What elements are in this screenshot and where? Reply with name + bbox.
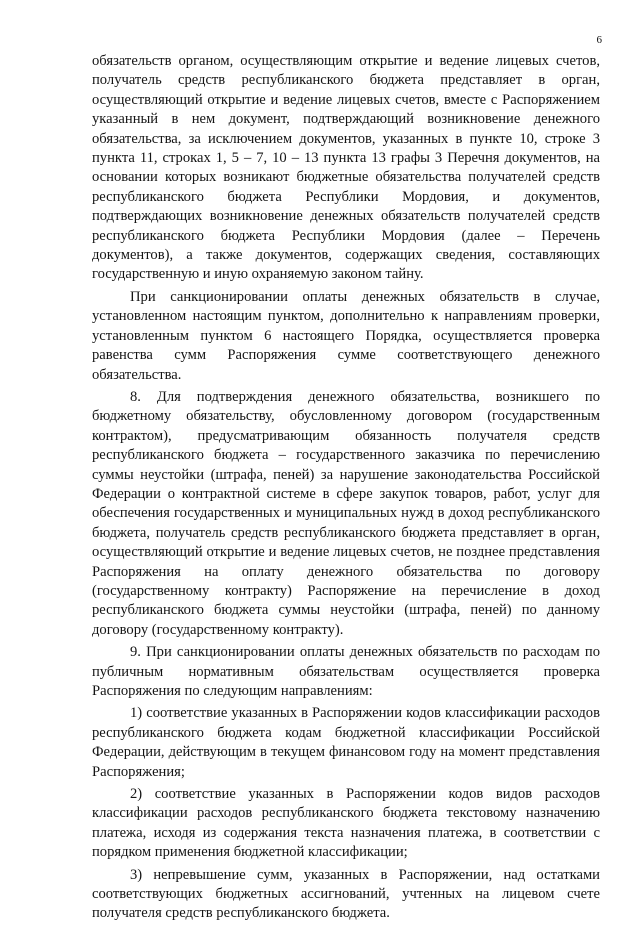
paragraph-subitem-1: 1) соответствие указанных в Распоряжении кодов классификации расходов республиканского бюджета кодам бюджетной классификации Российской Федерации, действующим в текущем финансовом году на момент представления Распоряжения; [92, 705, 600, 780]
document-body [92, 52, 600, 927]
paragraph-item-8: 8. Для подтверждения денежного обязательства, возникшего по бюджетному обязательству, обусловленному договором (государственным контрактом), предусматривающим обязанность получателя средств республиканского бюджета – государственного заказчика по перечислению суммы неустойки (штрафа, пеней) за нарушение законодательства Российской Федерации о контрактной системе в сфере закупок товаров, работ, услуг для обеспечения государственных и муниципальных нужд в доход республиканского бюджета, получатель средств республиканского бюджета представляет в орган, осуществляющий открытие и ведение лицевых счетов, не позднее представления Распоряжения на оплату денежного обязательства по договору (государственному контракту) Распоряжение на перечисление в доход республиканского бюджета суммы неустойки (штрафа, пеней) по данному договору (государственному контракту). [92, 388, 600, 638]
paragraph-continuation: обязательств органом, осуществляющим открытие и ведение лицевых счетов, получатель средств республиканского бюджета представляет в орган, осуществляющий открытие и ведение лицевых счетов, вместе с Распоряжением указанный в нем документ, подтверждающий возникновение денежного обязательства, за исключением документов, указанных в пункте 10, строке 3 пункта 11, строках 1, 5 – 7, 10 – 13 пункта 13 графы 3 Перечня документов, на основании которых возникают бюджетные обязательства получателей средств республиканского бюджета Республики Мордовия, и документов, подтверждающих возникновение денежных обязательств получателей средств республиканского бюджета Республики Мордовия (далее – Перечень документов), а также документов, содержащих сведения, составляющих государственную и иную охраняемую законом тайну. [92, 53, 600, 283]
paragraph-subitem-2: 2) соответствие указанных в Распоряжении кодов видов расходов классификации расходов республиканского бюджета текстовому назначению платежа, исходя из содержания текста назначения платежа, в соответствии с порядком применения бюджетной классификации; [92, 786, 600, 861]
paragraph-item-9: 9. При санкционировании оплаты денежных обязательств по расходам по публичным нормативным обязательствам осуществляется проверка Распоряжения по следующим направлениям: [92, 644, 600, 699]
page-number: 6 [596, 34, 602, 46]
paragraph-sanction-check: При санкционировании оплаты денежных обязательств в случае, установленном настоящим пунктом, дополнительно к направлениям проверки, установленным пунктом 6 настоящего Порядка, осуществляется проверка равенства сумм Распоряжения сумме соответствующего денежного обязательства. [92, 288, 600, 383]
paragraph-subitem-3: 3) непревышение сумм, указанных в Распоряжении, над остатками соответствующих бюджетных ассигнований, учтенных на лицевом счете получателя средств республиканского бюджета. [92, 866, 600, 922]
